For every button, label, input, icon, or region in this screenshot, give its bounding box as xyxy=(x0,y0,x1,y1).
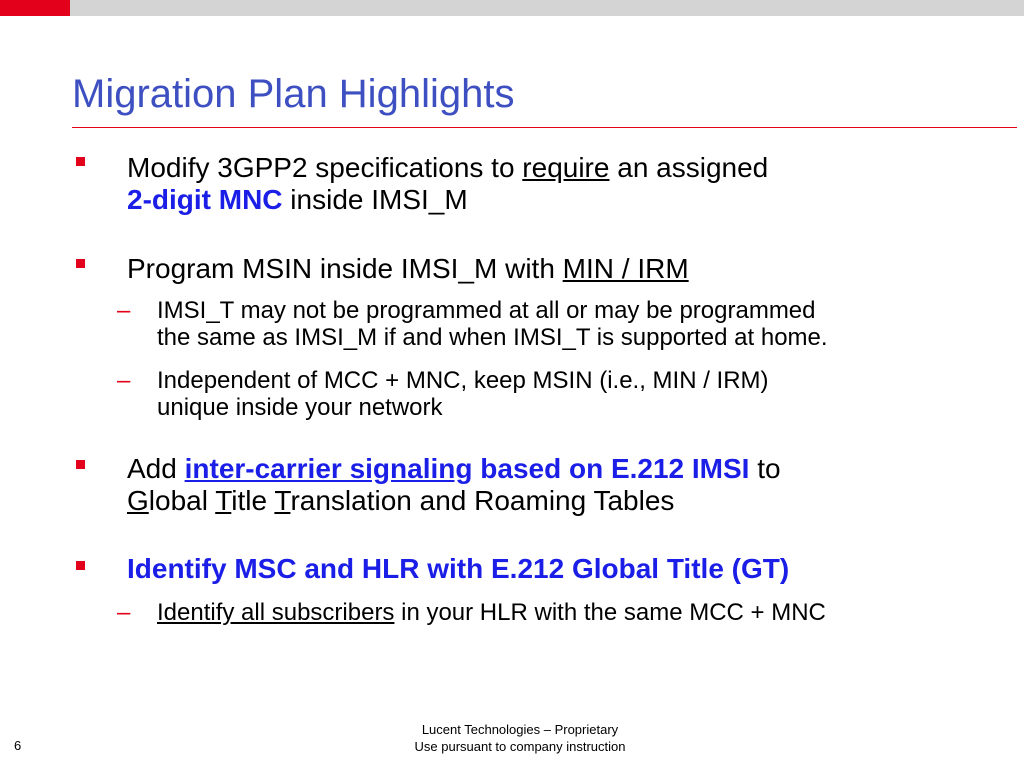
sub-bullet-2-2-line-2: unique inside your network xyxy=(157,394,443,421)
dash-bullet-icon: – xyxy=(117,367,131,394)
footer-line-1: Lucent Technologies – Proprietary xyxy=(421,722,619,737)
bullet-text: in your HLR with the same MCC + MNC xyxy=(394,599,826,626)
bullet-1-line-1 xyxy=(127,152,768,184)
dash-bullet-icon: – xyxy=(117,297,131,324)
emphasis-blue: based on E.212 IMSI xyxy=(472,453,750,484)
sub-bullet-2-1-line-1: IMSI_T may not be programmed at all or may be programmed xyxy=(157,297,816,324)
bullet-text: an assigned xyxy=(609,152,769,183)
bullet-square-icon xyxy=(76,460,85,469)
footer-line-2: Use pursuant to company instruction xyxy=(414,739,626,754)
page-number: 6 xyxy=(14,738,22,753)
sub-bullet-2-1-line-2: the same as IMSI_M if and when IMSI_T is supported at home. xyxy=(157,324,828,351)
emphasis-blue: 2-digit MNC xyxy=(127,184,283,215)
top-bar xyxy=(70,0,1024,16)
bullet-square-icon xyxy=(76,259,85,268)
bullet-3-line-1 xyxy=(127,453,781,485)
bullet-text: Add xyxy=(127,453,185,484)
sub-bullet-2-2-line-1: Independent of MCC + MNC, keep MSIN (i.e., MIN / IRM) xyxy=(157,367,769,394)
bullet-4-line-1: Identify MSC and HLR with E.212 Global Title (GT) xyxy=(127,553,790,584)
acronym-letter: T xyxy=(215,485,232,516)
title-divider xyxy=(72,127,1017,128)
bullet-square-icon xyxy=(76,157,85,166)
bullet-text: Program MSIN inside IMSI_M with xyxy=(127,253,563,284)
acronym-letter: T xyxy=(274,485,291,516)
emphasis-blue-underline: inter-carrier signaling xyxy=(184,453,473,484)
bullet-text: to xyxy=(749,453,781,484)
bullet-2-line-1 xyxy=(127,253,689,285)
bullet-text: itle xyxy=(231,485,275,516)
bullet-square-icon xyxy=(76,561,85,570)
slide-title: Migration Plan Highlights xyxy=(72,72,515,116)
emphasis-underline: MIN / IRM xyxy=(562,253,689,284)
bullet-text: Modify 3GPP2 specifications to xyxy=(127,152,523,183)
bullet-text: lobal xyxy=(148,485,216,516)
emphasis-underline: Identify all subscribers xyxy=(157,599,395,626)
sub-bullet-4-1 xyxy=(157,599,826,626)
bullet-3-line-2 xyxy=(127,485,674,517)
bullet-1-line-2 xyxy=(127,184,468,216)
bullet-text: ranslation and Roaming Tables xyxy=(290,485,675,516)
top-bar-accent xyxy=(0,0,70,16)
dash-bullet-icon: – xyxy=(117,599,131,626)
acronym-letter: G xyxy=(127,485,149,516)
bullet-text: inside IMSI_M xyxy=(282,184,468,215)
emphasis-underline: require xyxy=(522,152,610,183)
